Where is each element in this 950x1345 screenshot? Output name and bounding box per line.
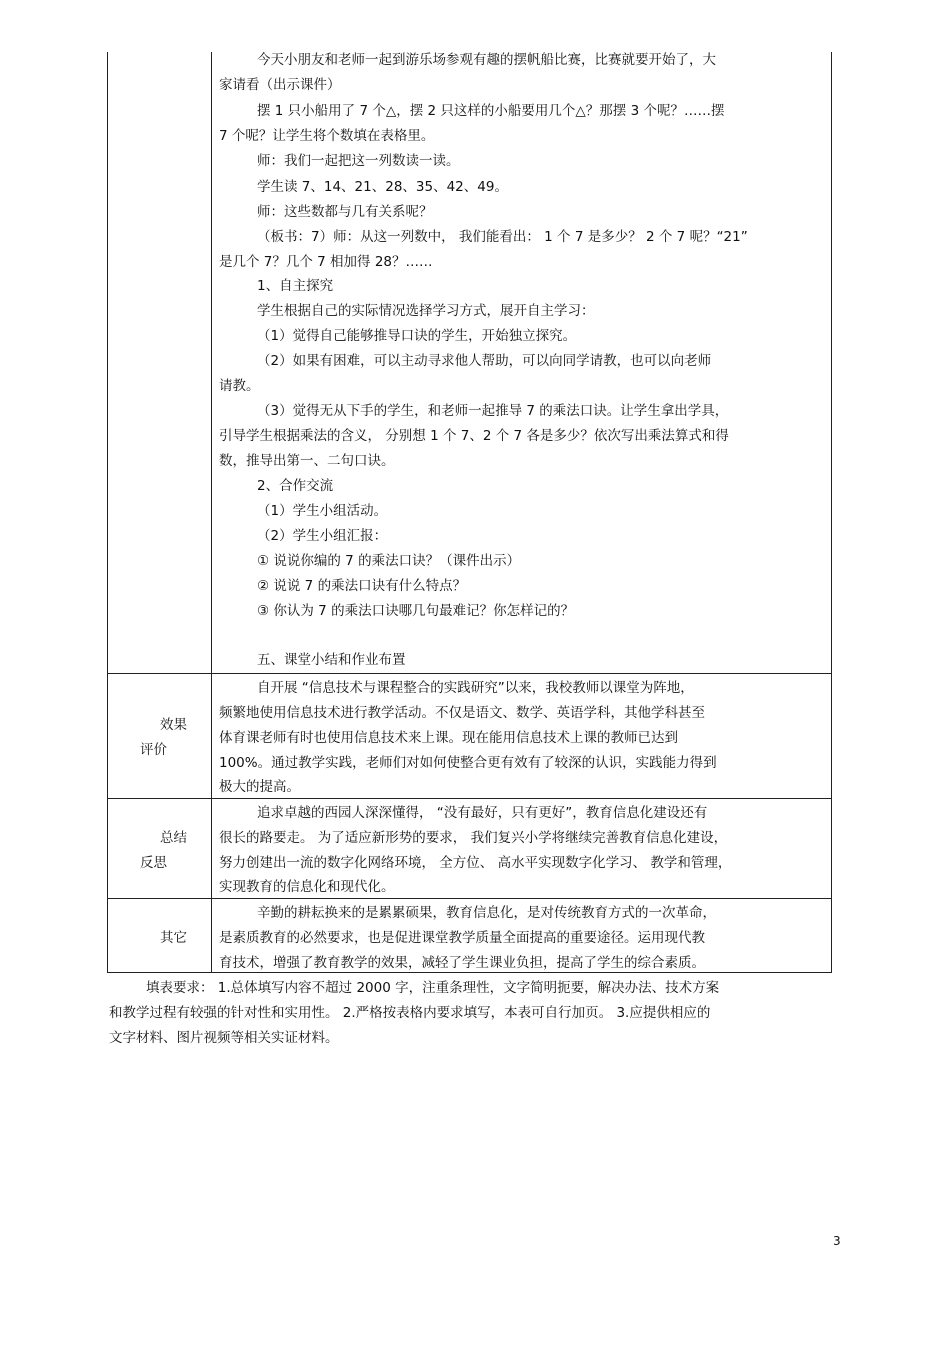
- row-separator: [107, 898, 832, 899]
- text-line: 家请看（出示课件）: [219, 77, 341, 93]
- table-border-divider: [211, 52, 212, 973]
- footnote-line: 和教学过程有较强的针对性和实用性。 2.严格按表格内要求填写，本表可自行加页。 3.应提供相应的: [109, 1005, 711, 1021]
- text-line: 7 个呢？让学生将个数填在表格里。: [219, 128, 435, 144]
- table-border-left: [107, 52, 108, 973]
- text-line: 是几个 7？几个 7 相加得 28？……: [219, 254, 433, 270]
- text-line: 实现教育的信息化和现代化。: [219, 879, 395, 895]
- row-label-effect: 效果: [160, 717, 187, 733]
- table-border-right: [831, 52, 832, 973]
- text-line: 师：我们一起把这一列数读一读。: [257, 153, 460, 169]
- text-line: 数，推导出第一、二句口诀。: [219, 453, 395, 469]
- text-line: ② 说说 7 的乘法口诀有什么特点？: [257, 578, 467, 594]
- text-line: 自开展 “信息技术与课程整合的实践研究”以来，我校教师以课堂为阵地，: [257, 680, 694, 696]
- footnote-line: 填表要求： 1.总体填写内容不超过 2000 字，注重条理性，文字简明扼要，解决办法、技术方案: [146, 980, 720, 996]
- text-line: 体育课老师有时也使用信息技术来上课。现在能用信息技术上课的教师已达到: [219, 730, 678, 746]
- row-label-summary: 总结: [160, 830, 187, 846]
- text-line: 学生读 7、14、21、28、35、42、49。: [257, 179, 508, 195]
- footnote-line: 文字材料、图片视频等相关实证材料。: [109, 1030, 339, 1046]
- text-line: （3）觉得无从下手的学生，和老师一起推导 7 的乘法口诀。让学生拿出学具，: [257, 403, 729, 419]
- row-label-other: 其它: [160, 930, 187, 946]
- text-line: 极大的提高。: [219, 779, 300, 795]
- text-line: 育技术，增强了教育教学的效果，减轻了学生课业负担，提高了学生的综合素质。: [219, 955, 705, 971]
- text-line: 很长的路要走。 为了适应新形势的要求， 我们复兴小学将继续完善教育信息化建设，: [219, 830, 728, 846]
- text-line: 100%。通过教学实践，老师们对如何使整合更有效有了较深的认识，实践能力得到: [219, 755, 717, 771]
- text-line: 引导学生根据乘法的含义， 分别想 1 个 7、2 个 7 各是多少？依次写出乘法算式和得: [219, 428, 729, 444]
- text-line: （板书：7）师：从这一列数中， 我们能看出： 1 个 7 是多少？ 2 个 7 呢？“21”: [257, 229, 748, 245]
- page-number: 3: [833, 1234, 841, 1248]
- text-line: 师：这些数都与几有关系呢？: [257, 204, 433, 220]
- section-heading: 1、自主探究: [257, 278, 334, 294]
- text-line: 学生根据自己的实际情况选择学习方式，展开自主学习：: [257, 303, 595, 319]
- section-heading: 五、课堂小结和作业布置: [257, 652, 406, 668]
- text-line: 请教。: [219, 378, 260, 394]
- text-line: （2）如果有困难，可以主动寻求他人帮助，可以向同学请教，也可以向老师: [257, 353, 712, 369]
- text-line: （1）觉得自己能够推导口诀的学生，开始独立探究。: [257, 328, 577, 344]
- text-line: ③ 你认为 7 的乘法口诀哪几句最难记？你怎样记的？: [257, 603, 575, 619]
- text-line: 努力创建出一流的数字化网络环境， 全方位、 高水平实现数字化学习、 教学和管理，: [219, 855, 732, 871]
- text-line: 辛勤的耕耘换来的是累累硕果，教育信息化，是对传统教育方式的一次革命，: [257, 905, 716, 921]
- text-line: 追求卓越的西园人深深懂得， “没有最好，只有更好”，教育信息化建设还有: [257, 805, 708, 821]
- text-line: 摆 1 只小船用了 7 个△，摆 2 只这样的小船要用几个△？那摆 3 个呢？……摆: [257, 103, 725, 119]
- row-label-summary: 反思: [140, 855, 167, 871]
- text-line: 今天小朋友和老师一起到游乐场参观有趣的摆帆船比赛，比赛就要开始了，大: [257, 52, 716, 68]
- row-separator: [107, 798, 832, 799]
- section-heading: 2、合作交流: [257, 478, 334, 494]
- row-label-effect: 评价: [140, 742, 167, 758]
- text-line: 是素质教育的必然要求，也是促进课堂教学质量全面提高的重要途径。运用现代教: [219, 930, 705, 946]
- row-separator: [107, 972, 832, 973]
- text-line: （1）学生小组活动。: [257, 503, 388, 519]
- text-line: （2）学生小组汇报：: [257, 528, 388, 544]
- row-separator: [107, 673, 832, 674]
- text-line: 频繁地使用信息技术进行教学活动。不仅是语文、数学、英语学科，其他学科甚至: [219, 705, 705, 721]
- text-line: ① 说说你编的 7 的乘法口诀？（课件出示）: [257, 553, 521, 569]
